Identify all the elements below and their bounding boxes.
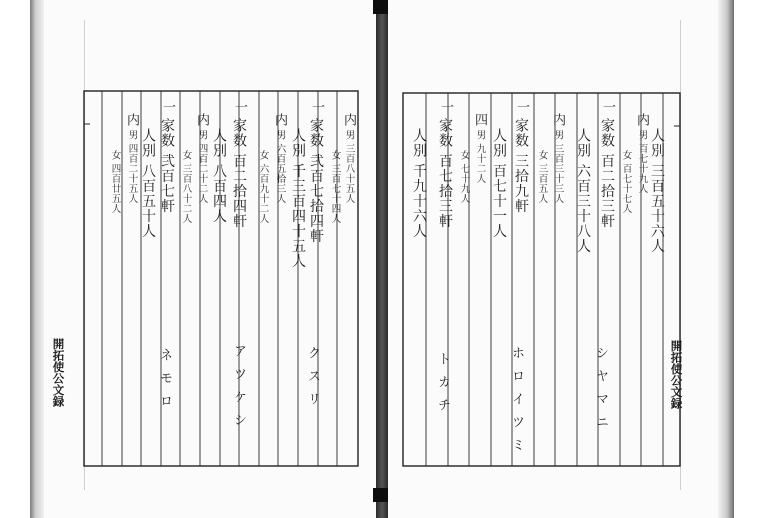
left-column-text: 家数 弐百七軒 <box>159 118 175 214</box>
left-place-name: アツケシ <box>231 344 246 436</box>
right-place-name: シヤマニ <box>593 346 608 438</box>
left-place-name: ネモロ <box>157 348 172 417</box>
book-spine <box>376 0 388 518</box>
right-column-heading: 四 <box>472 113 487 126</box>
left-column-text: 人別 千三百四十五人 <box>290 128 306 269</box>
left-column-text: 男 六百五拾三人 <box>274 130 286 204</box>
right-place-name: トカチ <box>435 352 450 421</box>
right-column-text: 人別 三百五十六人 <box>649 128 665 254</box>
left-column-text: 女 三百八十二人 <box>180 150 192 224</box>
right-column-text: 人別 六百三十八人 <box>575 128 591 254</box>
left-column-text: 人別 八百五十人 <box>140 128 156 239</box>
right-column-text: 人別 千九十六人 <box>411 128 427 239</box>
right-column-heading: 内 <box>550 113 565 126</box>
right-column-heading: 一 <box>600 100 615 113</box>
right-column-text: 人別 百七十一人 <box>491 128 507 239</box>
left-column-heading: 一 <box>309 100 324 113</box>
left-margin-title: 開拓使公文録 <box>51 338 66 407</box>
right-column-text: 女 七十九人 <box>458 150 470 204</box>
left-column-heading: 内 <box>272 113 287 126</box>
left-place-name: クスリ <box>305 346 320 415</box>
book-edge-left <box>30 0 44 518</box>
left-page <box>44 0 376 518</box>
left-column-heading: 内 <box>194 113 209 126</box>
right-margin-title: 開拓使公文録 <box>669 340 684 409</box>
left-column-heading: 一 <box>232 100 247 113</box>
right-page <box>388 0 718 518</box>
left-column-text: 家数 百二拾四軒 <box>231 118 247 229</box>
left-column-text: 女 三百七十四人 <box>329 150 341 224</box>
right-place-name: ホロイツミ <box>509 346 524 461</box>
right-column-text: 男 九十二人 <box>474 130 486 184</box>
left-column-heading: 内 <box>124 113 139 126</box>
right-column-text: 家数 百二拾三軒 <box>599 118 615 229</box>
book-edge-right <box>718 0 734 518</box>
right-column-text: 男 百七十九人 <box>636 130 648 194</box>
left-column-text: 人別 八百四人 <box>211 128 227 224</box>
left-column-text: 男 四百二十二人 <box>196 130 208 204</box>
left-column-text: 家数 弐百七拾四軒 <box>308 118 324 244</box>
right-column-heading: 一 <box>438 100 453 113</box>
right-column-text: 男 三百三十三人 <box>552 130 564 204</box>
left-page-frame <box>44 0 376 518</box>
right-column-text: 家数 三拾九軒 <box>513 118 529 214</box>
left-column-heading: 一 <box>160 100 175 113</box>
right-page-frame <box>388 0 718 518</box>
left-column-heading: 内 <box>341 113 356 126</box>
left-column-text: 男 三百八十五人 <box>343 130 355 204</box>
right-column-text: 女 三百五人 <box>536 150 548 204</box>
left-column-text: 女 六百九十二人 <box>257 150 269 224</box>
left-column-text: 女 四百廿五人 <box>109 150 121 214</box>
left-column-text: 男 四百二十五人 <box>126 130 138 204</box>
right-column-text: 家数 百七拾三軒 <box>437 118 453 229</box>
right-column-text: 女 百七十七人 <box>620 150 632 214</box>
right-column-heading: 内 <box>634 113 649 126</box>
right-column-heading: 一 <box>514 100 529 113</box>
